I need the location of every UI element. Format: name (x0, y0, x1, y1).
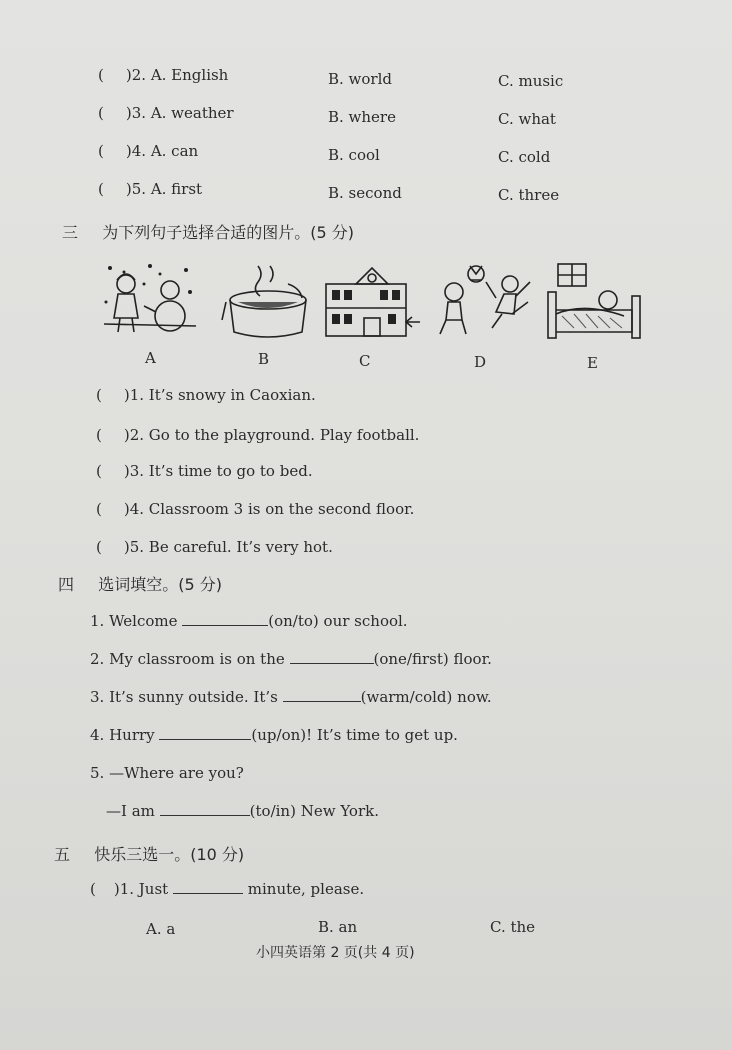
section-title: 为下列句子选择合适的图片。(5 分) (102, 223, 354, 242)
option-a: A. weather (150, 104, 234, 122)
picture-question: ( )3. It’s time to go to bed. (96, 462, 313, 480)
question-text-end: ! It’s time to get up. (306, 726, 458, 744)
word-options: (up/on) (251, 726, 307, 744)
option-c: C. what (498, 110, 556, 128)
question-text: 1. Welcome (90, 612, 178, 630)
fill-blank-question (90, 612, 408, 630)
option-b: B. where (328, 108, 396, 126)
question-number: 2 (131, 66, 142, 84)
option-b: B. second (328, 184, 402, 202)
choice-question: ( )2. A. English (98, 66, 229, 84)
answer-blank[interactable] (160, 815, 250, 816)
option-a: A. a (146, 920, 176, 938)
picture-row (100, 262, 640, 342)
question-text: 2. Go to the playground. Play football. (129, 426, 420, 444)
question-text: 3. It’s sunny outside. It’s (90, 688, 278, 706)
answer-blank[interactable] (182, 625, 268, 626)
question-number: 5 (131, 180, 142, 198)
question-text-end: now. (452, 688, 492, 706)
option-b: B. cool (328, 146, 380, 164)
option-a: A. can (150, 142, 199, 160)
picture-label-b: B (258, 350, 270, 368)
snowy-day-picture (100, 262, 200, 342)
question-text-end: our school. (318, 612, 408, 630)
question-text-end: New York. (295, 802, 379, 820)
section-title: 选词填空。(5 分) (98, 575, 222, 594)
picture-label-a: A (145, 349, 156, 367)
word-options: (on/to) (268, 612, 319, 630)
fill-blank-question (90, 650, 492, 668)
question-text: 4. Hurry (90, 726, 155, 744)
choice-question: ( )4. A. can (98, 142, 199, 160)
question-text: 2. My classroom is on the (90, 650, 285, 668)
question-number: 3 (131, 104, 142, 122)
picture-label-c: C (359, 352, 371, 370)
question-text: 4. Classroom 3 is on the second floor. (129, 500, 415, 518)
question-text: 3. It’s time to go to bed. (129, 462, 313, 480)
question-text: 1. It’s snowy in Caoxian. (129, 386, 316, 404)
page-footer: 小四英语第 2 页(共 4 页) (256, 945, 415, 961)
word-options: (one/first) (373, 650, 449, 668)
word-options: (to/in) (249, 802, 296, 820)
question-1: ( )1. Just minute, please. (90, 880, 365, 898)
fill-blank-question (90, 726, 458, 744)
section-number: 三 (62, 223, 79, 242)
answer-blank[interactable] (173, 893, 243, 894)
fill-blank-question (90, 764, 244, 782)
option-a: A. English (150, 66, 229, 84)
option-b: B. an (318, 918, 358, 936)
question-text-end: floor. (448, 650, 492, 668)
picture-question: ( )2. Go to the playground. Play football. (96, 426, 420, 444)
option-a: A. first (150, 180, 203, 198)
question-number: 4 (131, 142, 142, 160)
option-c: C. the (490, 918, 536, 936)
picture-label-d: D (474, 353, 487, 371)
answer-blank[interactable] (283, 701, 361, 702)
section-4-heading (58, 572, 222, 595)
question-text: 5. —Where are you? (90, 764, 244, 782)
choice-question: ( )5. A. first (98, 180, 203, 198)
section-title: 快乐三选一。(10 分) (94, 845, 245, 864)
choice-question: ( )3. A. weather (98, 104, 234, 122)
hot-pot-picture (218, 262, 318, 342)
word-options: (warm/cold) (360, 688, 453, 706)
picture-label-e: E (587, 354, 598, 372)
fill-blank-question (106, 802, 379, 820)
picture-question: ( )4. Classroom 3 is on the second floor. (96, 500, 415, 518)
bedtime-picture (544, 262, 644, 342)
option-c: C. music (498, 72, 564, 90)
option-c: C. cold (498, 148, 551, 166)
picture-question: ( )1. It’s snowy in Caoxian. (96, 386, 316, 404)
section-3-heading (62, 220, 354, 243)
football-picture (436, 262, 536, 342)
section-number: 五 (54, 845, 71, 864)
fill-blank-question (90, 688, 492, 706)
question-text: —I am (106, 802, 155, 820)
section-5-heading (54, 842, 244, 865)
section-number: 四 (58, 575, 75, 594)
answer-blank[interactable] (290, 663, 374, 664)
question-text: 5. Be careful. It’s very hot. (129, 538, 333, 556)
answer-blank[interactable] (159, 739, 251, 740)
question-stem-end: minute, please. (247, 880, 365, 898)
school-building-picture (322, 262, 422, 342)
question-stem: )1. Just (113, 880, 169, 898)
option-c: C. three (498, 186, 560, 204)
picture-question: ( )5. Be careful. It’s very hot. (96, 538, 333, 556)
option-b: B. world (328, 70, 392, 88)
